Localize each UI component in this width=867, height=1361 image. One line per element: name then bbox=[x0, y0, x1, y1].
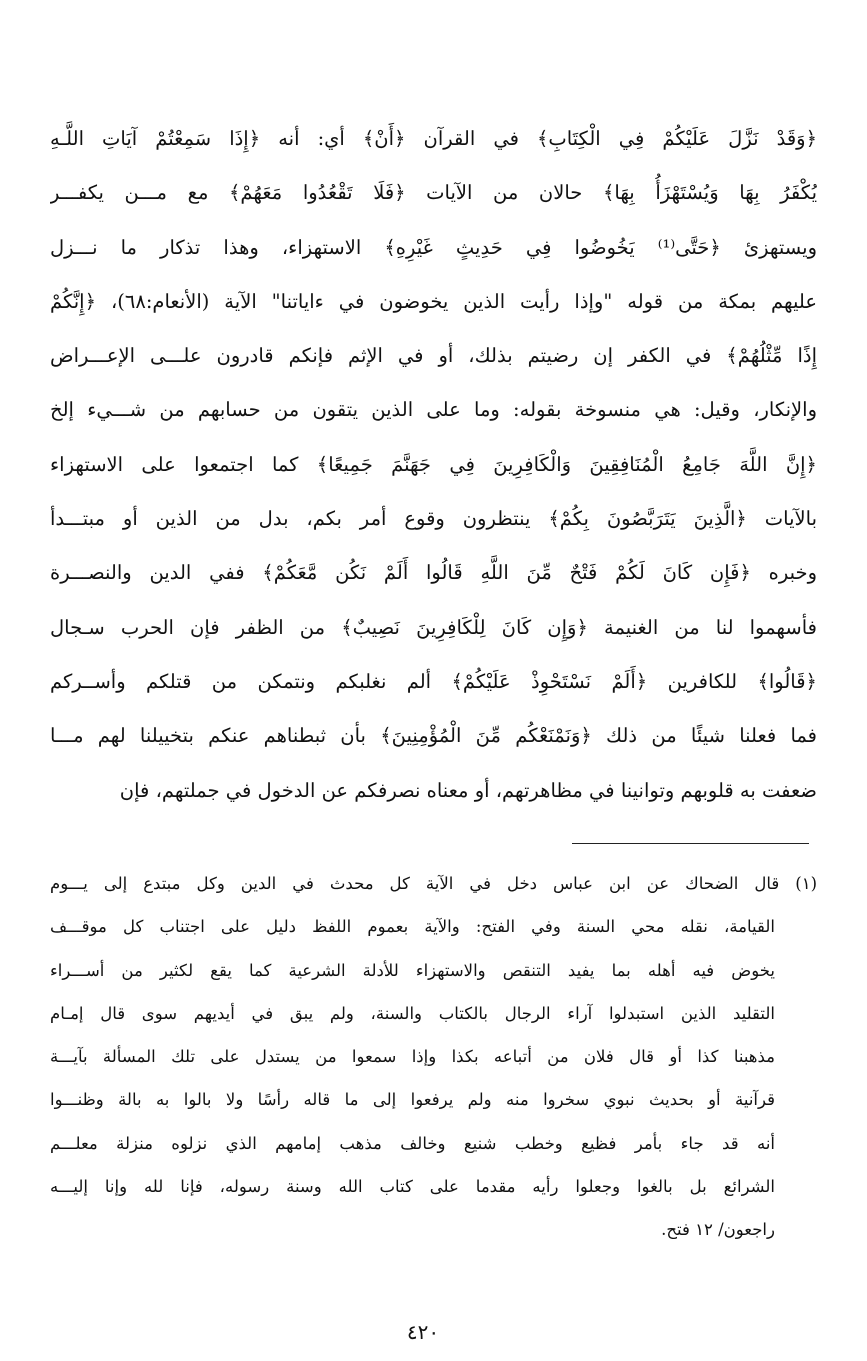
text-line: ضعفت به قلوبهم وتوانينا في مظاهرتهم، أو معناه نصرفكم عن الدخول في جملتهم، فإن bbox=[119, 778, 817, 802]
footnote-divider bbox=[572, 843, 809, 844]
text-line: والإنكار، وقيل: هي منسوخة بقوله: وما على الذين يتقون من حسابهم من شـــيء إلخ bbox=[50, 398, 817, 422]
footnote-line: مذهبنا كذا أو قال فلان من أتباعه بكذا وإذا سمعوا من يستدل على تلك المسألة بآيـــة bbox=[50, 1047, 775, 1067]
text-line: ﴿إِنَّ اللَّهَ جَامِعُ الْمُنَافِقِينَ وَالْكَافِرِينَ فِي جَهَنَّمَ جَمِيعًا﴾ كما اجتمعوا على الاستهزاء bbox=[50, 452, 817, 476]
footnote-line: قرآنية أو بحديث نبوي سخروا منه ولم يرفعوا إلى ما قاله رأسًا ولا بالوا به بالة وظنـــوا bbox=[50, 1090, 775, 1110]
text-line: يُكْفَرُ بِهَا وَيُسْتَهْزَأُ بِهَا﴾ حالان من الآيات ﴿فَلَا تَقْعُدُوا مَعَهُمْ﴾ مع مـــن يكفـــر bbox=[50, 181, 817, 205]
main-text-block bbox=[50, 112, 817, 818]
footnote-line: راجعون/ ١٢ فتح. bbox=[661, 1220, 775, 1240]
text-line: ويستهزئ ﴿حَتَّى⁽¹⁾ يَخُوضُوا فِي حَدِيثٍ غَيْرِهِ﴾ الاستهزاء، وهذا تذكار ما نـــزل bbox=[50, 235, 817, 259]
footnote-line: القيامة، نقله محي السنة وفي الفتح: والآية بعموم اللفظ دليل على اجتناب كل موقـــف bbox=[50, 917, 775, 937]
text-line: بالآيات ﴿الَّذِينَ يَتَرَبَّصُونَ بِكُمْ﴾ ينتظرون وقوع أمر بكم، بدل من الذين أو مبتـــدأ bbox=[50, 507, 817, 531]
footnote-line: (١) قال الضحاك عن ابن عباس دخل في الآية كل محدث في الدين وكل مبتدع إلى يـــوم bbox=[50, 874, 817, 893]
text-line: ﴿وَقَدْ نَزَّلَ عَلَيْكُمْ فِي الْكِتَابِ﴾ في القرآن ﴿أَنْ﴾ أي: أنه ﴿إِذَا سَمِعْتُمْ آيَاتِ اللَّـهِ bbox=[50, 127, 817, 150]
text-line: فما فعلنا شيئًا من ذلك ﴿وَنَمْنَعْكُم مِّنَ الْمُؤْمِنِينَ﴾ بأن ثبطناهم عنكم بتخييلنا لهم مـــا bbox=[50, 724, 817, 748]
footnote-line: يخوض فيه أهله بما يفيد التنقص والاستهزاء للأدلة الشرعية كما يقع لكثير من أســـراء bbox=[50, 960, 775, 980]
page-number: ٤٢٠ bbox=[406, 1320, 440, 1344]
footnote-line: التقليد الذين استبدلوا آراء الرجال بالكتاب والسنة، ولم يبق في أيديهم سوى قال إمـام bbox=[50, 1003, 775, 1023]
text-line: وخبره ﴿فَإِن كَانَ لَكُمْ فَتْحٌ مِّنَ اللَّهِ قَالُوا أَلَمْ نَكُن مَّعَكُمْ﴾ ففي الدين والنصـــرة bbox=[50, 561, 817, 585]
text-line: إِذًا مِّثْلُهُمْ﴾ في الكفر إن رضيتم بذلك، أو في الإثم فإنكم قادرون علـــى الإعـــراض bbox=[50, 344, 817, 368]
footnote-block bbox=[50, 862, 817, 1252]
footnote-line: أنه قد جاء بأمر فظيع وخطب شنيع وخالف مذهب إمامهم الذي نزلوه منزلة معلـــم bbox=[50, 1133, 775, 1153]
text-line: فأسهموا لنا من الغنيمة ﴿وَإِن كَانَ لِلْكَافِرِينَ نَصِيبٌ﴾ من الظفر فإن الحرب سـجال bbox=[50, 615, 817, 639]
text-line: عليهم بمكة من قوله "وإذا رأيت الذين يخوضون في ءاياتنا" الآية (الأنعام:٦٨)، ﴿إِنَّكُمْ bbox=[50, 289, 817, 313]
text-line: ﴿قَالُوا﴾ للكافرين ﴿أَلَمْ نَسْتَحْوِذْ عَلَيْكُمْ﴾ ألم نغلبكم ونتمكن من قتلكم وأســركم bbox=[50, 669, 817, 693]
footnote-line: الشرائع بل بالغوا وجعلوا رأيه مقدما على كتاب الله وسنة رسوله، فإنا لله وإنا إليـــه bbox=[50, 1177, 775, 1197]
